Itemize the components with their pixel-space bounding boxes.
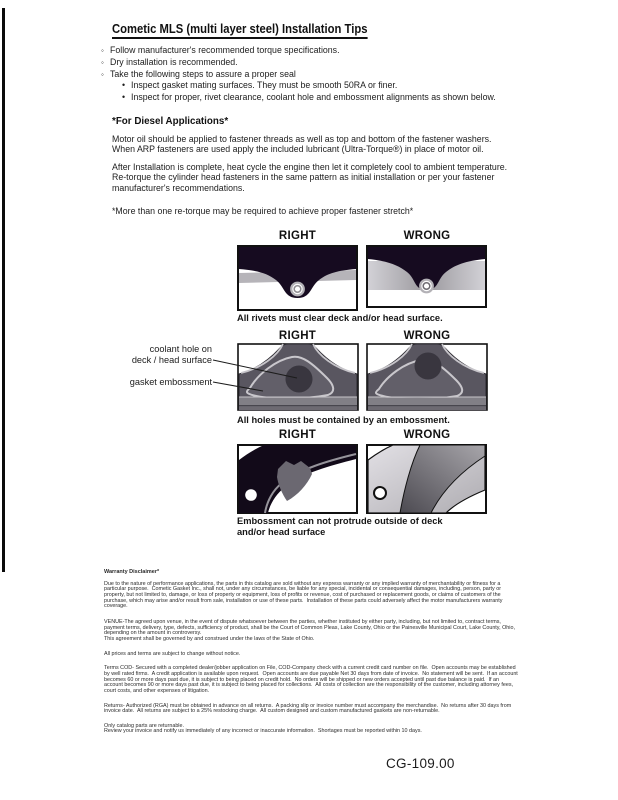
disclaimer-paragraph: Due to the nature of performance applications, the parts in this catalog are sold without any express warranty or any implied warranty of merchantability or fitness for a particular purpose. Cometic Gasket Inc., shall not, under any circumstances, be liable for any special, incidental or consequential damages, including, person, party or property, but not limited to, damage, or loss of property or equipment, loss of profits or revenue, cost of purchased or replacement goods, or claims of customers of the purchase, which may arise and/or result from sale, installation or use of these parts. Installation of these parts could adversely affect the motor manufacturers warranty coverage. xyxy=(104,580,504,610)
bullet-icon: • xyxy=(122,80,126,91)
embossment-caption: Embossment can not protrude outside of deck and/or head surface xyxy=(237,516,443,537)
list-item xyxy=(101,69,521,81)
embossment-right-diagram xyxy=(237,343,359,411)
coolant-hole-label: coolant hole on deck / head surface xyxy=(131,344,212,365)
installation-tips-list xyxy=(101,45,521,104)
rivet-right-diagram xyxy=(237,245,358,311)
figure-right-label: RIGHT xyxy=(278,230,317,242)
page-title: Cometic MLS (multi layer steel) Installation Tips xyxy=(112,22,367,39)
deck-wrong-diagram xyxy=(366,444,487,514)
page-number: CG-109.00 xyxy=(386,756,455,771)
disclaimer-paragraph: This agreement shall be governed by and construed under the laws of the State of Ohio. xyxy=(104,635,315,642)
diesel-paragraph: After Installation is complete, heat cycle the engine then let it completely cool to ambient temperature. Re-torque the cylinder head fasteners in the same pattern as initial installation or per your fastener manufacturer's recommendations. xyxy=(112,162,508,193)
list-item xyxy=(101,57,521,69)
bullet-icon: ◦ xyxy=(101,57,104,67)
figure-right-label: RIGHT xyxy=(278,330,317,342)
retorque-note: *More than one re-torque may be required to achieve proper fastener stretch* xyxy=(112,206,414,216)
tip-text: Inspect gasket mating surfaces. They must be smooth 50RA or finer. xyxy=(131,80,398,91)
scan-edge-line xyxy=(2,8,5,572)
gasket-embossment-label: gasket embossment xyxy=(129,377,212,387)
holes-caption: All holes must be contained by an embossment. xyxy=(237,415,450,425)
figure-right-label: RIGHT xyxy=(278,429,317,441)
bullet-icon: • xyxy=(122,92,126,103)
tip-text: Follow manufacturer's recommended torque specifications. xyxy=(110,45,340,55)
figure-wrong-label: WRONG xyxy=(403,230,451,242)
tip-text: Inspect for proper, rivet clearance, coolant hole and embossment alignments as shown below. xyxy=(131,92,496,103)
rivet-caption: All rivets must clear deck and/or head surface. xyxy=(237,313,443,323)
list-item xyxy=(101,45,521,57)
warranty-disclaimer xyxy=(104,570,519,735)
diesel-section-heading: *For Diesel Applications* xyxy=(112,116,229,127)
disclaimer-paragraph: Terms COD- Secured with a completed dealer/jobber application on File, COD-Company check with a current credit card number on file. Open accounts may be established by well rated firms. A credit application is available upon request. Open accounts are due payable Net 30 days from date of invoice. No statement will be sent. If an account becomes 60 or more days past due, it is subject to being placed on credit hold. No orders will be shipped or new orders accepted until past due balance is paid. If an account becomes 90 or more days past due, it is subject to being placed for collections. All costs of collection are the responsibility of the customer, including attorney fees, court costs, and other expenses of litigation. xyxy=(104,665,520,694)
disclaimer-paragraph: Only catalog parts are returnable. xyxy=(104,722,185,729)
diesel-paragraph: Motor oil should be applied to fastener threads as well as top and bottom of the fastener washers. When ARP fasteners are used apply the included lubricant (Ultra-Torque®) in place of motor oil. xyxy=(112,134,492,155)
deck-right-diagram xyxy=(237,444,358,514)
disclaimer-paragraph: Review your invoice and notify us immediately of any incorrect or inaccurate information. Shortages must be reported within 10 days. xyxy=(104,728,422,735)
disclaimer-heading: Warranty Disclaimer* xyxy=(104,569,160,575)
disclaimer-paragraph: Returns- Authorized (RGA) must be obtained in advance on all returns. A packing slip or invoice number must accompany the merchandise. No returns after 30 days from invoice date. All returns are subject to a 25% restocking charge. All custom designed and custom manufactured gaskets are non-returnable. xyxy=(104,702,513,715)
tip-text: Dry installation is recommended. xyxy=(110,56,238,67)
rivet-wrong-diagram xyxy=(366,245,487,308)
disclaimer-paragraph: VENUE-The agreed upon venue, in the event of dispute whatsoever between the parties, whether instituted by either party, including, but not limited to, contract terms, payment terms, delivery, type, defects, sufficiency of product, shall be the Court of Common Pleas, Lake County, Ohio or the Painesville Municipal Court, Lake County, Ohio, depending on the amount in controversy. xyxy=(104,618,517,637)
embossment-wrong-diagram xyxy=(366,343,488,411)
tip-text: Take the following steps to assure a proper seal xyxy=(110,68,296,79)
bullet-icon: ◦ xyxy=(101,69,104,79)
figure-wrong-label: WRONG xyxy=(403,429,451,441)
list-item xyxy=(101,92,521,104)
list-item xyxy=(101,80,521,92)
bullet-icon: ◦ xyxy=(101,46,104,55)
disclaimer-paragraph: All prices and terms are subject to change without notice. xyxy=(104,650,241,657)
figure-wrong-label: WRONG xyxy=(403,330,451,342)
